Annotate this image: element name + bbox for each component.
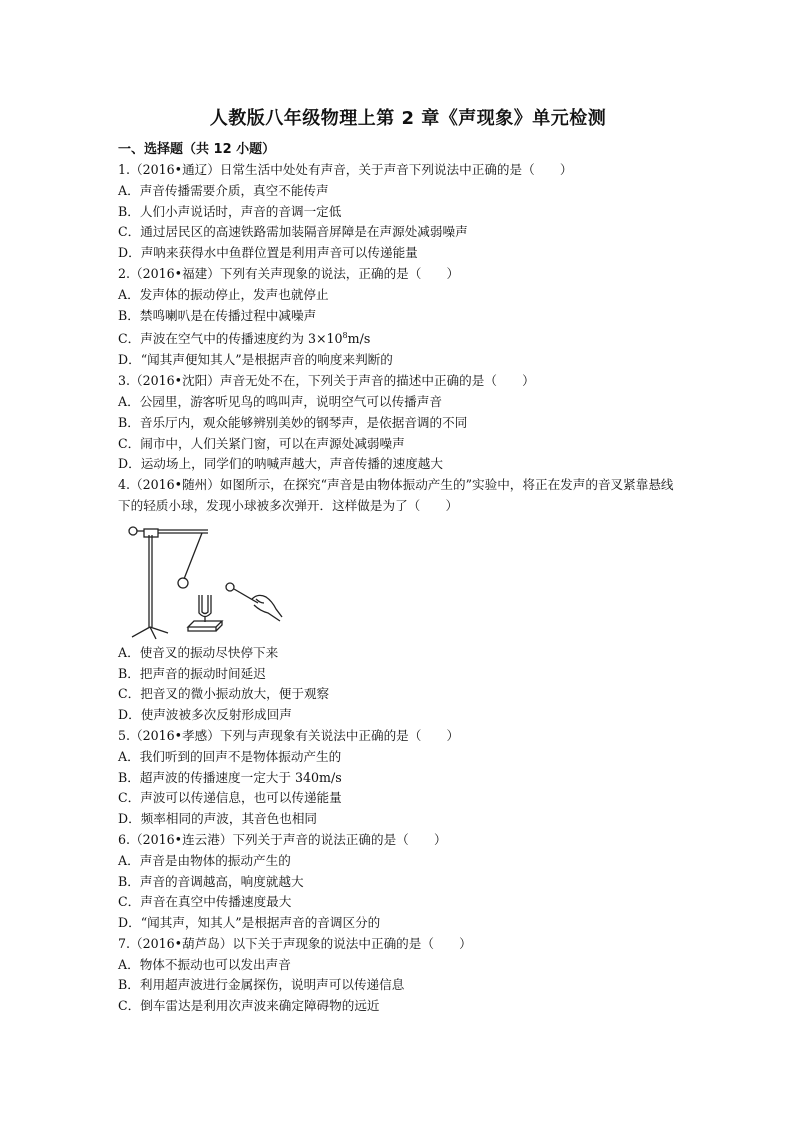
question-7-option-a[interactable]: A．物体不振动也可以发出声音 — [118, 956, 291, 972]
option-c-text: C．声波在空气中的传播速度约为 3×10 — [118, 331, 343, 347]
question-4-option-b[interactable]: B．把声音的振动时间延迟 — [118, 665, 266, 681]
question-3-option-c[interactable]: C．闹市中，人们关紧门窗，可以在声源处减弱噪声 — [118, 435, 405, 451]
question-6-option-a[interactable]: A．声音是由物体的振动产生的 — [118, 852, 291, 868]
tuning-fork-diagram — [122, 519, 292, 641]
question-6-option-c[interactable]: C．声音在真空中传播速度最大 — [118, 894, 292, 910]
question-4-stem: 4.（2016•随州）如图所示，在探究“声音是由物体振动产生的”实验中，将正在发声的音叉紧靠悬线下的轻质小球，发现小球被多次弹开．这样做是为了（ ） — [118, 477, 674, 513]
document-page — [118, 104, 678, 1017]
section-heading: 一、选择题（共 12 小题） — [118, 142, 276, 157]
question-1-stem: 1.（2016•通辽）日常生活中处处有声音，关于声音下列说法中正确的是（ ） — [118, 162, 573, 177]
question-5-option-d[interactable]: D．频率相同的声波，其音色也相同 — [118, 811, 318, 827]
question-7-stem: 7.（2016•葫芦岛）以下关于声现象的说法中正确的是（ ） — [118, 935, 472, 951]
question-1-option-c[interactable]: C．通过居民区的高速铁路需加装隔音屏障是在声源处减弱噪声 — [118, 224, 468, 240]
question-4-option-a[interactable]: A．使音叉的振动尽快停下来 — [118, 644, 279, 660]
question-1-option-a[interactable]: A．声音传播需要介质，真空不能传声 — [118, 182, 329, 198]
question-2-stem: 2.（2016•福建）下列有关声现象的说法，正确的是（ ） — [118, 265, 460, 281]
question-6-stem: 6.（2016•连云港）下列关于声音的说法正确的是（ ） — [118, 831, 447, 847]
unit: m/s — [347, 331, 371, 347]
question-5-option-a[interactable]: A．我们听到的回声不是物体振动产生的 — [118, 748, 342, 764]
question-2-option-c[interactable] — [118, 326, 678, 350]
question-6-option-b[interactable]: B．声音的音调越高，响度就越大 — [118, 873, 304, 889]
question-7-option-c[interactable]: C．倒车雷达是利用次声波来确定障碍物的远近 — [118, 998, 380, 1014]
question-6-option-d[interactable]: D．“闻其声，知其人”是根据声音的音调区分的 — [118, 915, 381, 931]
question-4-option-c[interactable]: C．把音叉的微小振动放大，便于观察 — [118, 686, 330, 702]
question-7-option-b[interactable]: B．利用超声波进行金属探伤，说明声可以传递信息 — [118, 977, 405, 993]
question-5-stem: 5.（2016•孝感）下列与声现象有关说法中正确的是（ ） — [118, 727, 460, 743]
question-5-option-b[interactable]: B．超声波的传播速度一定大于 340m/s — [118, 769, 342, 785]
exponent: 8 — [342, 331, 348, 341]
question-3-option-a[interactable]: A．公园里，游客听见鸟的鸣叫声，说明空气可以传播声音 — [118, 393, 442, 409]
question-2-option-b[interactable]: B．禁鸣喇叭是在传播过程中减噪声 — [118, 307, 317, 323]
question-5-option-c[interactable]: C．声波可以传递信息，也可以传递能量 — [118, 790, 342, 806]
tuning-fork-figure — [122, 519, 292, 641]
question-3-option-d[interactable]: D．运动场上，同学们的呐喊声越大，声音传播的速度越大 — [118, 456, 443, 472]
question-4-option-d[interactable]: D．使声波被多次反射形成回声 — [118, 707, 292, 723]
question-3-stem: 3.（2016•沈阳）声音无处不在，下列关于声音的描述中正确的是（ ） — [118, 373, 535, 389]
question-2-option-d[interactable]: D．“闻其声便知其人”是根据声音的响度来判断的 — [118, 352, 393, 368]
question-1-option-b[interactable]: B．人们小声说话时，声音的音调一定低 — [118, 203, 342, 219]
document-title: 人教版八年级物理上第 2 章《声现象》单元检测 — [209, 108, 607, 129]
question-1-option-d[interactable]: D．声呐来获得水中鱼群位置是利用声音可以传递能量 — [118, 245, 418, 261]
question-2-option-a[interactable]: A．发声体的振动停止，发声也就停止 — [118, 286, 329, 302]
question-3-option-b[interactable]: B．音乐厅内，观众能够辨别美妙的钢琴声，是依据音调的不同 — [118, 414, 468, 430]
